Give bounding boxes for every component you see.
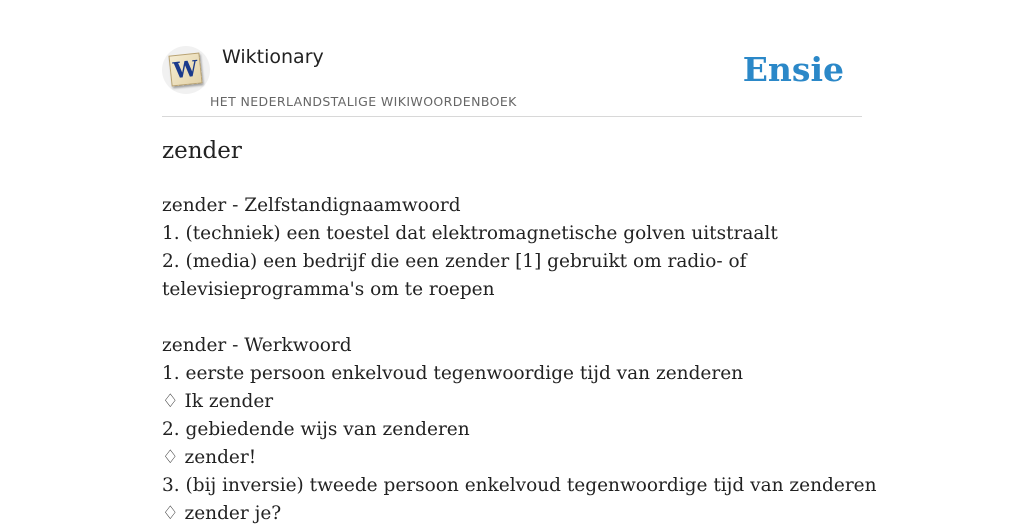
logo-tile — [168, 52, 202, 86]
site-title[interactable]: Wiktionary — [222, 46, 324, 68]
entry-content — [162, 192, 877, 528]
noun-definition: 1. (techniek) een toestel dat elektromagnetische golven uitstraalt — [162, 223, 778, 244]
site-header — [162, 40, 862, 117]
wiktionary-logo-icon[interactable] — [162, 46, 210, 94]
logo-letter: W — [171, 55, 200, 85]
verb-heading: zender - Werkwoord — [162, 335, 352, 356]
verb-example: ♢ Ik zender — [162, 391, 274, 412]
section-spacer — [162, 304, 842, 332]
verb-example: ♢ zender je? — [162, 503, 282, 524]
page-title: zender — [162, 138, 242, 164]
verb-definition: 2. gebiedende wijs van zenderen — [162, 419, 470, 440]
noun-heading: zender - Zelfstandignaamwoord — [162, 195, 461, 216]
site-tagline: HET NEDERLANDSTALIGE WIKIWOORDENBOEK — [210, 94, 517, 109]
noun-definition: 2. (media) een bedrijf die een zender [1] gebruikt om radio- of televisieprogramma's om te roepen — [162, 251, 747, 300]
verb-definition: 3. (bij inversie) tweede persoon enkelvoud tegenwoordige tijd van zenderen — [162, 475, 877, 496]
verb-definition: 1. eerste persoon enkelvoud tegenwoordige tijd van zenderen — [162, 363, 744, 384]
ensie-brand-link[interactable]: Ensie — [742, 50, 844, 89]
verb-example: ♢ zender! — [162, 447, 257, 468]
